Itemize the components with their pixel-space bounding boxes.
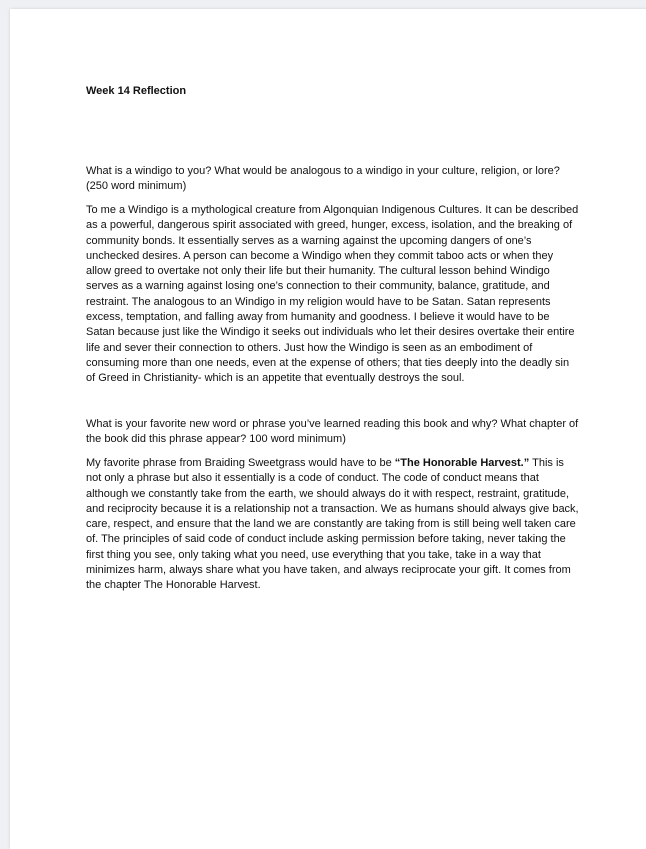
- document-title: Week 14 Reflection: [86, 85, 187, 97]
- answer-1-text: To me a Windigo is a mythological creature from Algonquian Indigenous Cultures. It can be described as a powerful, dangerous spirit associated with greed, hunger, excess, isolation, and the breaking of community bonds. It essentially serves as a warning against the upcoming dangers of one’s unchecked desires. A person can become a Windigo when they commit taboo acts or when they allow greed to overtake not only their life but their humanity. The cultural lesson behind Windigo serves as a warning against losing one’s connection to their community, balance, gratitude, and restraint. The analogous to an Windigo in my religion would have to be Satan. Satan represents excess, temptation, and falling away from humanity and goodness. I believe it would have to be Satan because just like the Windigo it seeks out individuals who let their desires overtake their entire life and sever their connection to others. Just how the Windigo is seen as an embodiment of consuming more than one needs, even at the expense of others; that ties deeply into the deadly sin of Greed in Christianity- which is an appetite that eventually destroys the soul.: [86, 204, 579, 385]
- document-page: [10, 9, 646, 849]
- answer-2-text: [86, 456, 581, 594]
- answer-2-before: My favorite phrase from Braiding Sweetgrass would have to be: [86, 457, 395, 469]
- question-2: [86, 417, 581, 448]
- question-2-text: What is your favorite new word or phrase you’ve learned reading this book and why? What chapter of the book did this phrase appear? 100 word minimum): [86, 418, 579, 446]
- answer-2-after: This is not only a phrase but also it essentially is a code of conduct. The code of conduct means that although we constantly take from the earth, we should always do it with respect, restraint, gratitude, and reciprocity because it is a relationship not a transaction. We as humans should always give back, care, respect, and ensure that the land we are constantly are taking from is still being well taken care of. The principles of said code of conduct include asking permission before taking, never taking the first thing you see, only taking what you need, use everything that you take, take in a way that minimizes harm, always share what you have taken, and always reciprocate your gift. It comes from the chapter The Honorable Harvest.: [86, 457, 579, 592]
- answer-2-bold-phrase: “The Honorable Harvest.”: [394, 457, 530, 469]
- answer-2: [86, 456, 581, 594]
- question-1-text: What is a windigo to you? What would be analogous to a windigo in your culture, religion, or lore? (250 word minimum): [86, 165, 560, 193]
- question-1: [86, 164, 581, 195]
- answer-1: [86, 203, 581, 387]
